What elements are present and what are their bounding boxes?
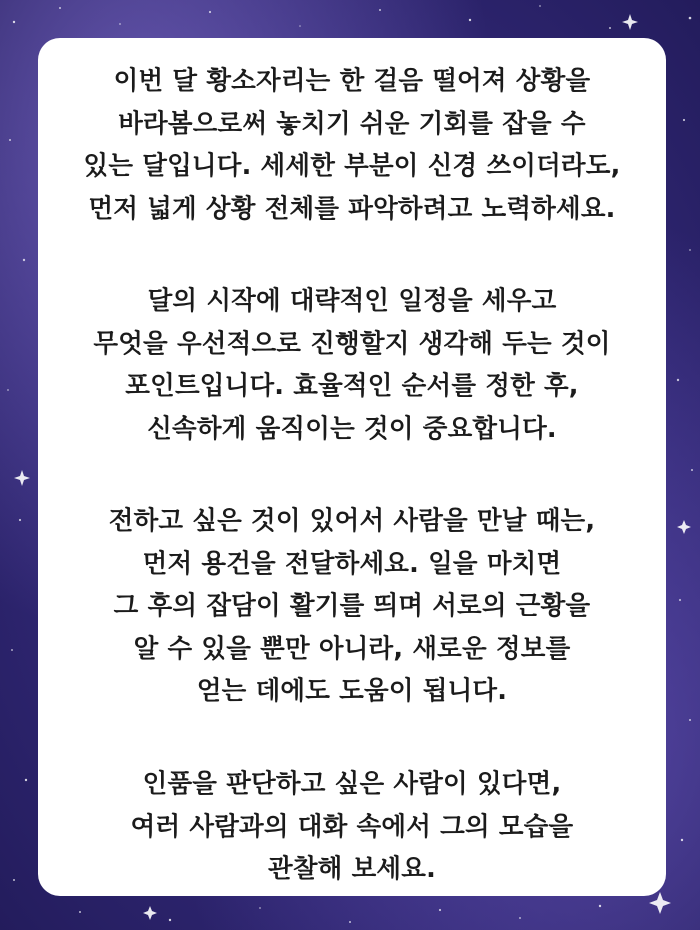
text-line: 인품을 판단하고 싶은 사람이 있다면, (142, 769, 562, 799)
paragraph-4 (38, 763, 666, 891)
text-line: 얻는 데에도 도움이 됩니다. (196, 676, 508, 706)
fortune-text-card (38, 38, 666, 896)
text-line: 있는 달입니다. 세세한 부분이 신경 쓰이더라도, (83, 151, 621, 181)
text-line: 바라봄으로써 놓치기 쉬운 기회를 잡을 수 (118, 108, 586, 139)
paragraph-3 (38, 500, 666, 713)
paragraph-2 (38, 280, 666, 450)
text-line: 먼저 용건을 전달하세요. 일을 마치면 (142, 548, 562, 579)
text-line: 신속하게 움직이는 것이 중요합니다. (147, 413, 557, 444)
text-line: 달의 시작에 대략적인 일정을 세우고 (147, 286, 557, 316)
text-line: 먼저 넓게 상황 전체를 파악하려고 노력하세요. (88, 193, 616, 224)
paragraph-1 (38, 60, 666, 230)
text-line: 무엇을 우선적으로 진행할지 생각해 두는 것이 (93, 328, 611, 359)
text-line: 관찰해 보세요. (268, 854, 436, 884)
text-line: 알 수 있을 뿐만 아니라, 새로운 정보를 (133, 633, 571, 664)
text-line: 이번 달 황소자리는 한 걸음 떨어져 상황을 (113, 66, 591, 96)
text-line: 포인트입니다. 효율적인 순서를 정한 후, (125, 371, 579, 401)
text-line: 그 후의 잡담이 활기를 띄며 서로의 근황을 (113, 591, 591, 621)
text-line: 여러 사람과의 대화 속에서 그의 모습을 (130, 811, 574, 842)
text-line: 전하고 싶은 것이 있어서 사람을 만날 때는, (108, 506, 596, 536)
